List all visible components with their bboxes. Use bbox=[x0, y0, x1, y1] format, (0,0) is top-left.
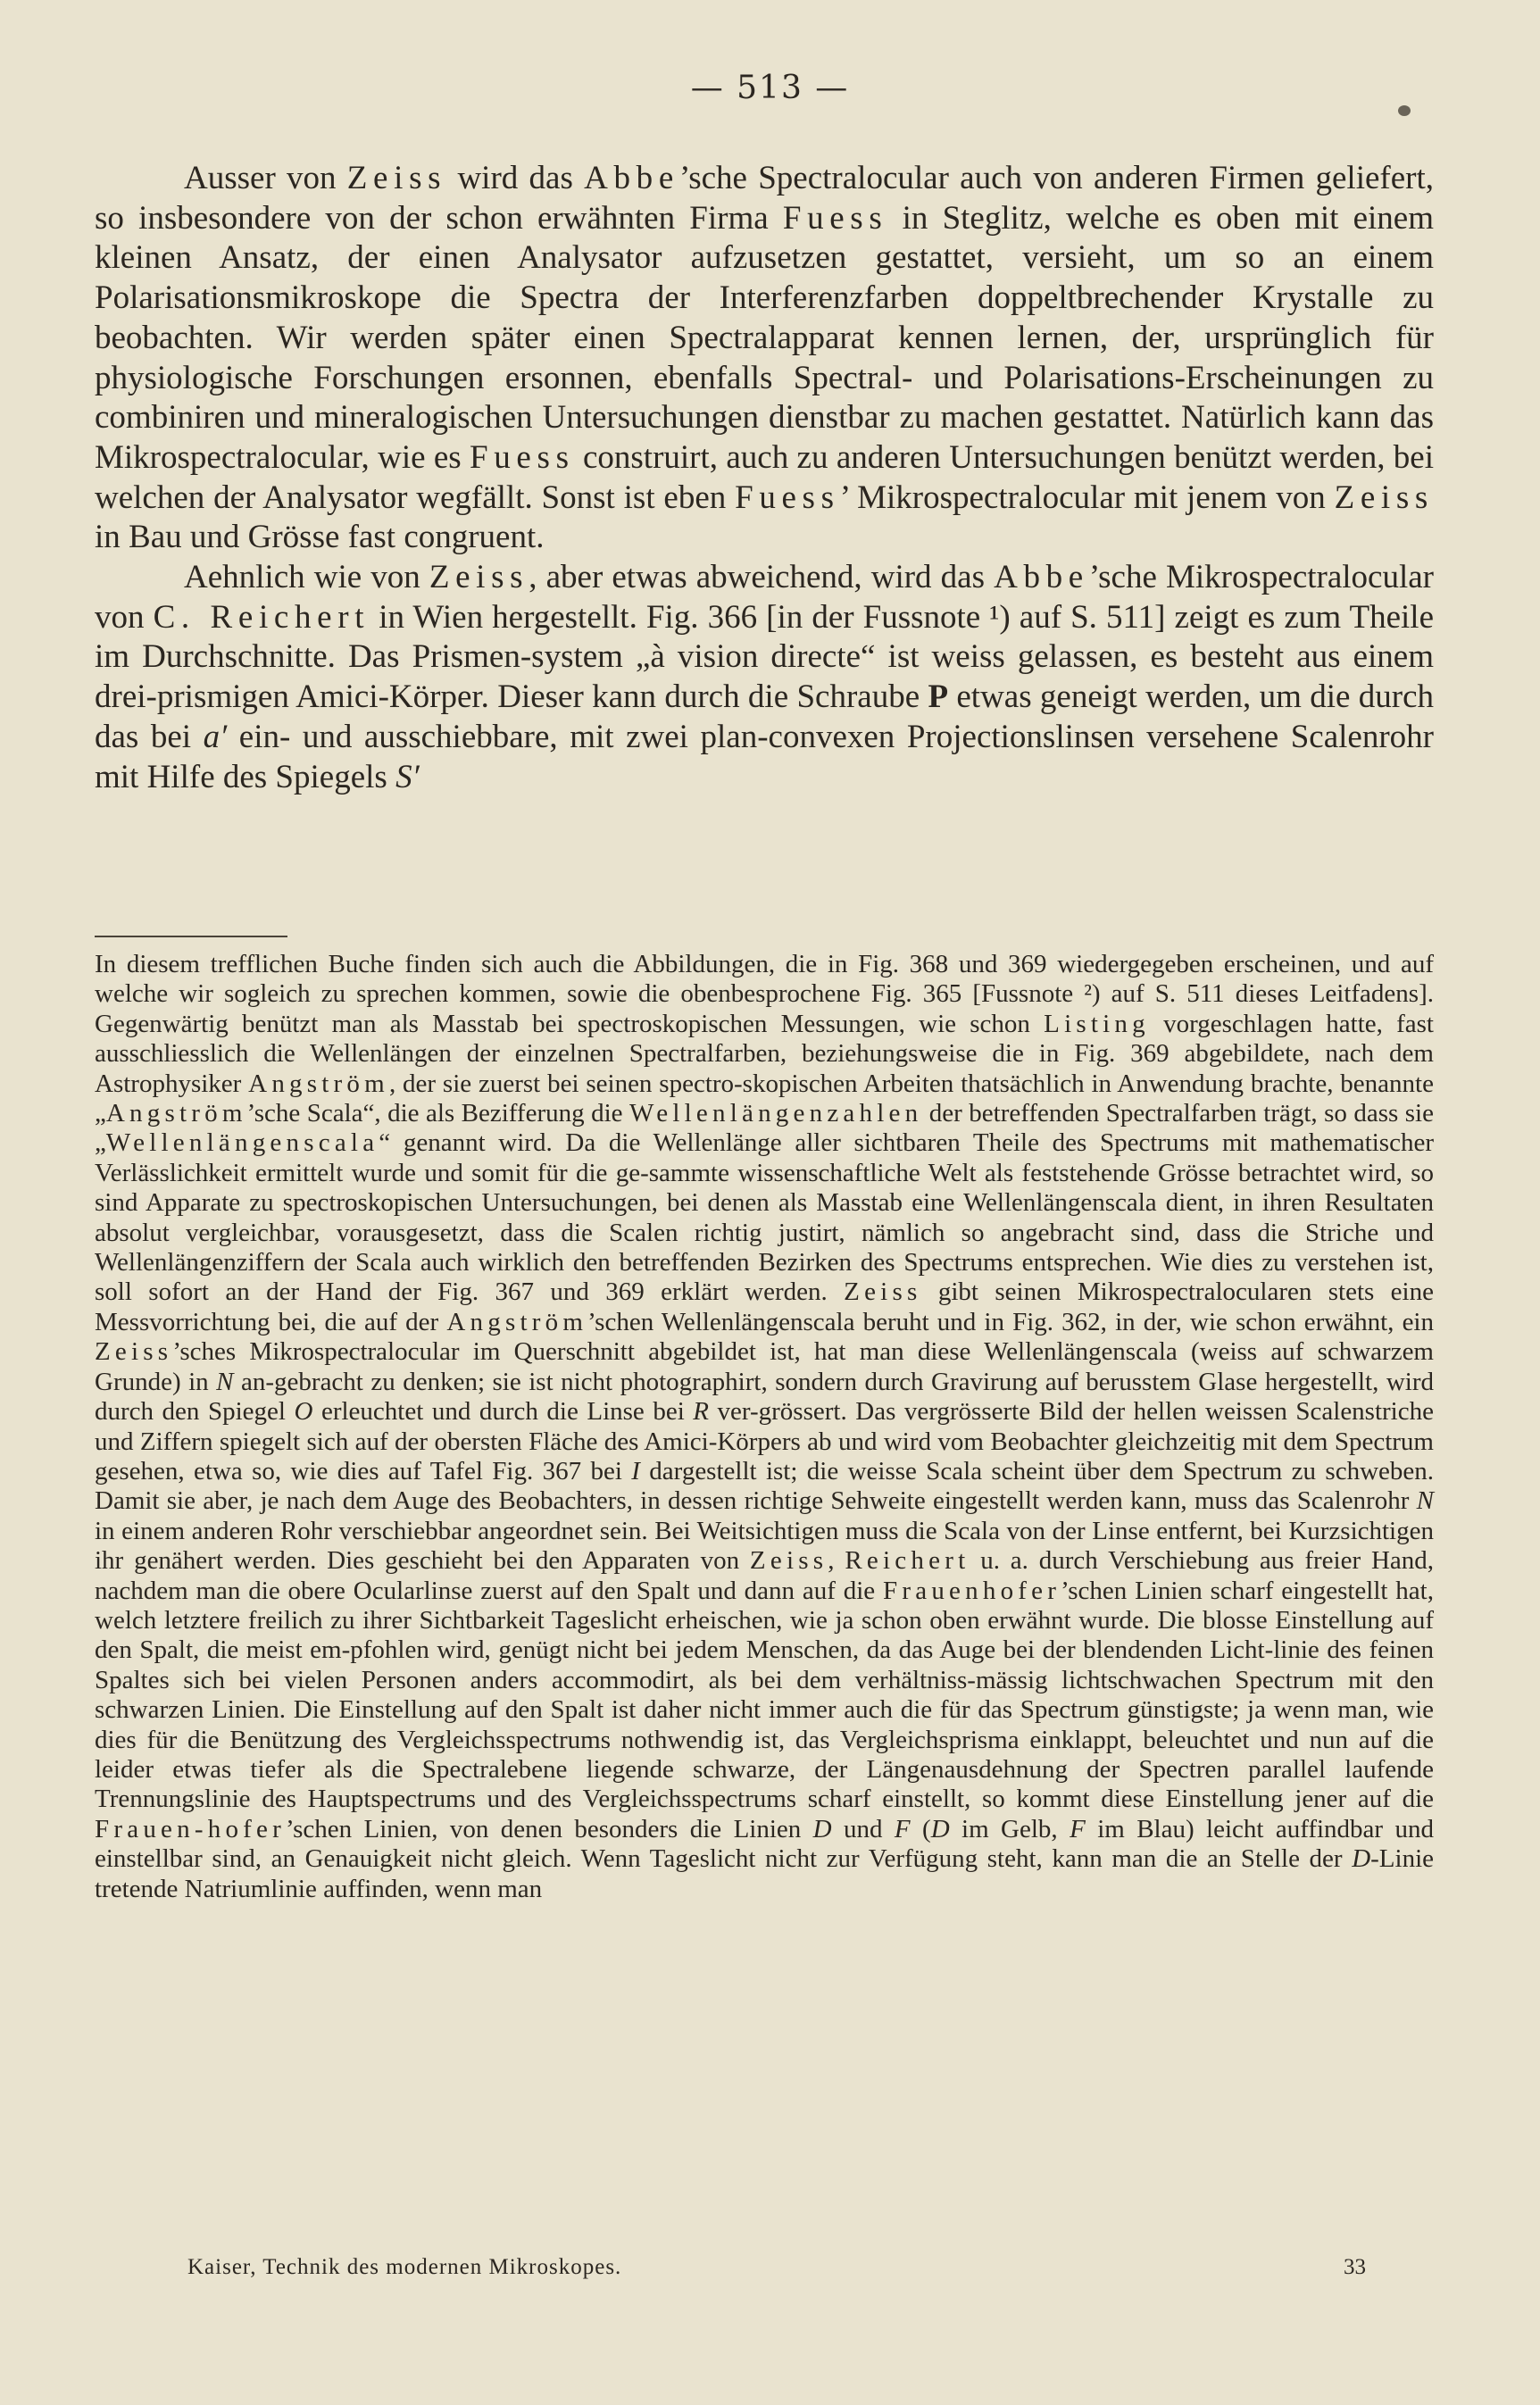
emphasis: Wellenlängenscala bbox=[105, 1128, 379, 1158]
paragraph-1 bbox=[95, 159, 1434, 558]
person-name: Fuess bbox=[735, 479, 840, 516]
part-label: O bbox=[294, 1397, 313, 1427]
ink-speck bbox=[1398, 105, 1411, 116]
text-run: , der sie zuerst bei seinen spectro-skopischen Arbeiten thatsächlich in Anwendung brachte, benannte „ bbox=[95, 1069, 1434, 1128]
text-run: Ausser von bbox=[184, 160, 347, 196]
text-run: In diesem trefflichen Buche finden sich auch die Abbildungen, die in Fig. 368 und 369 wiedergegeben erscheinen, und auf welche wir sogleich zu sprechen kommen, sowie die obenbesprochene Fig. 365 [Fussnote ²) auf S. 511 dieses Leitfadens]. Gegenwärtig benützt man als Masstab bei spectroskopischen Messungen, wie schon bbox=[95, 950, 1434, 1038]
text-run: im Blau) leicht auffindbar und einstellbar sind, an Genauigkeit nicht gleich. Wenn Tageslicht nicht zur Verfügung steht, kann man die an Stelle der bbox=[95, 1814, 1434, 1874]
text-run: der betreffenden Spectralfarben trägt, so dass sie „ bbox=[95, 1099, 1434, 1158]
text-run: gibt seinen Mikrospectralocularen stets eine Messvorrichtung bei, die auf der bbox=[95, 1277, 1434, 1336]
person-name: Zeiss bbox=[429, 559, 529, 596]
text-run: Aehnlich wie von bbox=[184, 559, 429, 596]
person-name: Angström bbox=[105, 1099, 247, 1128]
part-label: D bbox=[930, 1814, 950, 1843]
person-name: Frauen-hofer bbox=[95, 1814, 287, 1843]
person-name: Zeiss bbox=[95, 1337, 173, 1367]
person-name: Angström bbox=[446, 1307, 588, 1336]
text-run: wird das bbox=[446, 160, 585, 196]
text-run: in einem anderen Rohr verschiebbar angeordnet sein. Bei Weitsichtigen muss die Scala von der Linse entfernt, bei Kurzsichtigen ihr genähert werden. Dies geschieht bei den Apparaten von bbox=[95, 1516, 1434, 1576]
text-run: dargestellt ist; die weisse Scala scheint über dem Spectrum zu schweben. Damit sie aber, je nach dem Auge des Beobachters, in dessen richtige Sehweite eingestellt werden kann, muss das Scalenrohr bbox=[95, 1456, 1435, 1516]
page-number: — 513 — bbox=[690, 70, 850, 106]
signature-mark: 33 bbox=[1344, 2255, 1366, 2279]
part-label: N bbox=[216, 1367, 234, 1396]
part-label: a′ bbox=[203, 718, 228, 755]
text-run: an-gebracht zu denken; sie ist nicht photographirt, sondern durch Gravirung auf berusstem Glase hergestellt, wird durch den Spiegel bbox=[95, 1367, 1434, 1427]
person-name: C. Reichert bbox=[153, 598, 370, 636]
text-run: ’sches Mikrospectralocular im Querschnitt abgebildet ist, hat man diese Wellenlängenscala (weiss auf schwarzem Grunde) in bbox=[95, 1337, 1434, 1396]
text-run: ( bbox=[910, 1814, 931, 1843]
text-run: vorgeschlagen hatte, fast ausschliesslich die Wellenlängen der einzelnen Spectralfarben, beziehungsweise die in Fig. 369 abgebildete, nach dem Astrophysiker bbox=[95, 1009, 1434, 1098]
person-name: Angström bbox=[248, 1069, 389, 1098]
text-run: im Gelb, bbox=[949, 1814, 1070, 1843]
book-title: Kaiser, Technik des modernen Mikroskopes. bbox=[187, 2255, 622, 2279]
text-run: , bbox=[828, 1546, 845, 1576]
person-name: Listing bbox=[1044, 1009, 1150, 1038]
part-label: D bbox=[812, 1814, 832, 1843]
person-name: Zeiss bbox=[749, 1546, 828, 1576]
text-run: ’schen Linien, von denen besonders die Linien bbox=[286, 1814, 813, 1843]
main-text bbox=[95, 159, 1434, 797]
text-run: ver-grössert. Das vergrösserte Bild der hellen weissen Scalenstriche und Ziffern spiegelt sich auf der obersten Fläche des Amici-Körpers ab und wird vom Beobachter gleichzeitig mit dem Spectrum gesehen, etwa so, wie dies auf Tafel Fig. 367 bei bbox=[95, 1397, 1434, 1485]
paragraph-2 bbox=[95, 558, 1434, 797]
text-run: und bbox=[831, 1814, 895, 1843]
page-footer bbox=[187, 2255, 1366, 2280]
text-run: ’sche Mikrospectralocular von bbox=[95, 559, 1434, 636]
text-run: in Wien hergestellt. Fig. 366 [in der Fussnote ¹) auf S. 511] zeigt es zum Theile im Durchschnitte. Das Prismen-system „à vision directe“ ist weiss gelassen, es besteht aus einem drei-prismigen Amici-Körper. Dieser kann durch die Schraube bbox=[95, 598, 1435, 716]
person-name: Zeiss bbox=[844, 1277, 922, 1307]
part-label: F bbox=[1070, 1814, 1086, 1843]
emphasis: Wellenlängenzahlen bbox=[628, 1099, 923, 1128]
footnote-paragraph bbox=[95, 950, 1434, 1904]
part-label: R bbox=[693, 1397, 710, 1427]
part-label: D bbox=[1352, 1844, 1371, 1874]
text-run: u. a. durch Verschiebung aus freier Hand, nachdem man die obere Ocularlinse zuerst auf den Spalt und dann auf die bbox=[95, 1546, 1435, 1605]
text-run: ’sche Spectralocular auch von anderen Firmen geliefert, so insbesondere von der schon erwähnten Firma bbox=[95, 160, 1435, 237]
person-name: Zeiss bbox=[1334, 479, 1434, 516]
text-run: in Bau und Grösse fast congruent. bbox=[95, 519, 545, 556]
person-name: Fuess bbox=[470, 438, 575, 476]
person-name: Reichert bbox=[845, 1546, 970, 1576]
text-run: erleuchtet und durch die Linse bei bbox=[312, 1397, 694, 1427]
text-run: “ genannt wird. Da die Wellenlänge aller sichtbaren Theile des Spectrums mit mathematischer Verlässlichkeit ermittelt wurde und somit für die ge-sammte wissenschaftliche Welt als feststehende Grösse betrachtet wird, so sind Apparate zu spectroskopischen Untersuchungen, bei denen als Masstab eine Wellenlängenscala dient, in ihren Resultaten absolut vergleichbar, vorausgesetzt, dass die Scalen richtig justirt, nämlich so angebracht sind, dass die Striche und Wellenlängenziffern der Scala auch wirklich den betreffenden Bezirken des Spectrums entsprechen. Wie dies zu verstehen ist, soll sofort an der Hand der Fig. 367 und 369 erklärt werden. bbox=[95, 1128, 1434, 1307]
text-run: etwas geneigt werden, um die durch das bei bbox=[95, 678, 1434, 755]
person-name: Fuess bbox=[782, 199, 888, 237]
text-run: ’ Mikrospectralocular mit jenem von bbox=[839, 479, 1335, 516]
text-run: -Linie tretende Natriumlinie auffinden, wenn man bbox=[95, 1844, 1434, 1903]
text-run: ein- und ausschiebbare, mit zwei plan-convexen Projectionslinsen versehene Scalenrohr mit Hilfe des Spiegels bbox=[95, 718, 1434, 795]
text-run: in Steglitz, welche es oben mit einem kleinen Ansatz, der einen Analysator aufzusetzen gestattet, versieht, um so an einem Polarisationsmikroskope die Spectra der Interferenzfarben doppeltbrechender Krystalle zu beobachten. Wir werden später einen Spectralapparat kennen lernen, der, ursprünglich für physiologische Forschungen ersonnen, ebenfalls Spectral- und Polarisations-Erscheinungen zu combiniren und mineralogischen Untersuchungen dienstbar zu machen gestattet. Natürlich kann das Mikrospectralocular, wie es bbox=[95, 199, 1434, 476]
text-run: construirt, auch zu anderen Untersuchungen benützt werden, bei welchen der Analysator wegfällt. Sonst ist eben bbox=[95, 438, 1434, 516]
screw-label: P bbox=[928, 678, 949, 716]
part-label: I bbox=[631, 1456, 640, 1485]
text-run: ’schen Linien scharf eingestellt hat, welch letztere freilich zu ihrer Sichtbarkeit Tageslicht erheischen, wie ja schon oben erwähnt wurde. Die blosse Einstellung auf den Spalt, die meist em-pfohlen wird, genügt nicht bei jedem Menschen, da das Auge bei der blendenden Licht-linie des feinen Spaltes sich bei vielen Personen anders accommodirt, als bei dem verhältniss-mässig lichtschwachen Spectrum mit den schwarzen Linien. Die Einstellung auf den Spalt ist daher nicht immer auch die für das Spectrum günstigste; ja wenn man, wie dies für die Benützung des Vergleichsspectrums nothwendig ist, das Vergleichsprisma einklappt, beleuchtet und nun auf die leider etwas tiefer als die Spectralebene liegende schwarze, der Längenausdehnung der Spectren parallel laufende Trennungslinie des Hauptspectrums und des Vergleichsspectrums scharf einstellt, so kommt diese Einstellung jener auf die bbox=[95, 1576, 1434, 1814]
person-name: Abbe bbox=[584, 160, 679, 196]
footnote-divider bbox=[95, 936, 287, 937]
text-run: ’sche Scala“, die als Bezifferung die bbox=[246, 1099, 629, 1128]
footnote bbox=[95, 950, 1434, 1904]
person-name: Frauenhofer bbox=[883, 1576, 1061, 1605]
text-run: ’schen Wellenlängenscala beruht und in Fig. 362, in der, wie schon erwähnt, ein bbox=[587, 1307, 1434, 1336]
person-name: Zeiss bbox=[346, 160, 447, 196]
part-label: N bbox=[1416, 1486, 1434, 1516]
part-label: S′ bbox=[395, 758, 420, 795]
text-run: , aber etwas abweichend, wird das bbox=[529, 559, 995, 596]
person-name: Abbe bbox=[994, 559, 1089, 596]
part-label: F bbox=[894, 1814, 911, 1843]
